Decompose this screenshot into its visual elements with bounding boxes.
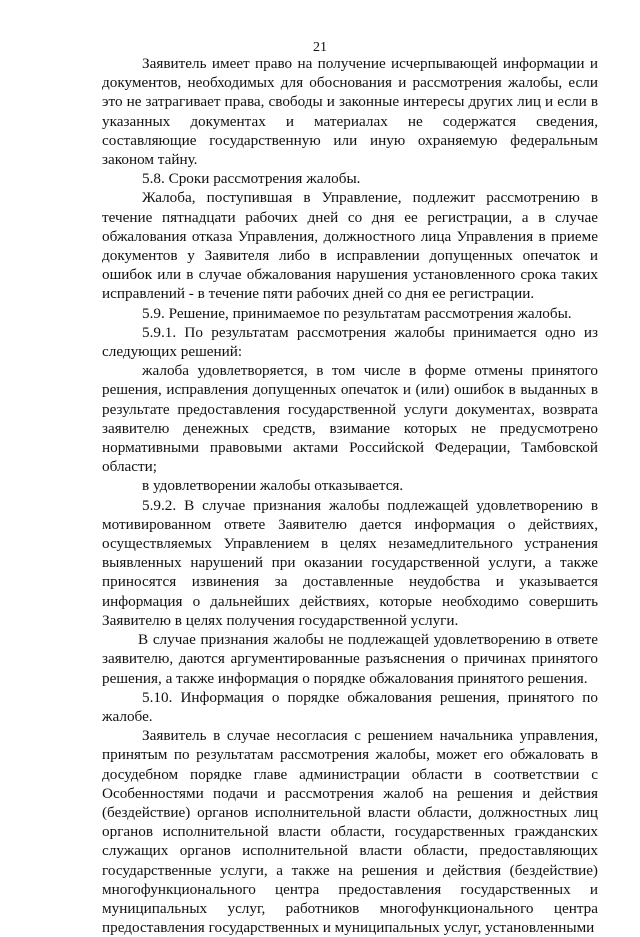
list-item-complaint-satisfied: жалоба удовлетворяется, в том числе в форме отмены принятого решения, исправления допущенных опечаток и (или) ошибок в выданных в результате предоставления государственной услуги документах, возврата заявителю денежных средств, взимание которых не предусмотрено нормативными правовыми актами Российской Федерации, Тамбовской области; [102, 362, 598, 476]
paragraph-not-satisfied: В случае признания жалобы не подлежащей удовлетворению в ответе заявителю, даются аргументированные разъяснения о причинах принятого решения, а также информация о порядке обжалования принятого решения. [102, 631, 598, 687]
section-heading-5-10: 5.10. Информация о порядке обжалования решения, принятого по жалобе. [102, 688, 598, 725]
paragraph-5-9-2: 5.9.2. В случае признания жалобы подлежащей удовлетворению в мотивированном ответе Заявителю дается информация о действиях, осуществляемых Управлением в целях незамедлительного устранения выявленных нарушений при оказании государственной услуги, а также приносятся извинения за доставленные неудобства и указывается информация о дальнейших действиях, которые необходимо совершить Заявителю в целях получения государственной услуги. [102, 496, 598, 629]
document-body [102, 54, 598, 937]
paragraph-right-to-information: Заявитель имеет право на получение исчерпывающей информации и документов, необходимых для обоснования и рассмотрения жалобы, если это не затрагивает права, свободы и законные интересы других лиц и если в указанных документах и материалах не содержатся сведения, составляющие государственную или иную охраняемую федеральным законом тайну. [102, 55, 598, 169]
paragraph-appeal-procedure: Заявитель в случае несогласия с решением начальника управления, принятым по результатам рассмотрения жалобы, может его обжаловать в досудебном порядке главе администрации области в соответствии с Особенностями подачи и рассмотрения жалоб на решения и действия (бездействие) органов исполнительной власти области, должностных лиц органов исполнительной власти области, государственных гражданских служащих органов исполнительной власти области, предоставляющих государственные услуги, а также на решения и действия (бездействие) многофункционального центра предоставления государственных и муниципальных услуг, работников многофункционального центра предоставления государственных и муниципальных услуг, установленными [102, 727, 598, 937]
section-heading-5-8: 5.8. Сроки рассмотрения жалобы. [142, 170, 361, 188]
list-item-complaint-rejected: в удовлетворении жалобы отказывается. [142, 477, 404, 495]
section-heading-5-9: 5.9. Решение, принимаемое по результатам рассмотрения жалобы. [142, 304, 572, 322]
paragraph-5-9-1: 5.9.1. По результатам рассмотрения жалобы принимается одно из следующих решений: [102, 323, 598, 361]
paragraph-review-terms: Жалоба, поступившая в Управление, подлежит рассмотрению в течение пятнадцати рабочих дней со дня ее регистрации, а в случае обжалования отказа Управления, должностного лица Управления в приеме документов у Заявителя либо в исправлении допущенных опечаток и ошибок или в случае обжалования нарушения установленного срока таких исправлений - в течение пяти рабочих дней со дня ее регистрации. [102, 189, 598, 303]
page-number: 21 [313, 40, 327, 55]
